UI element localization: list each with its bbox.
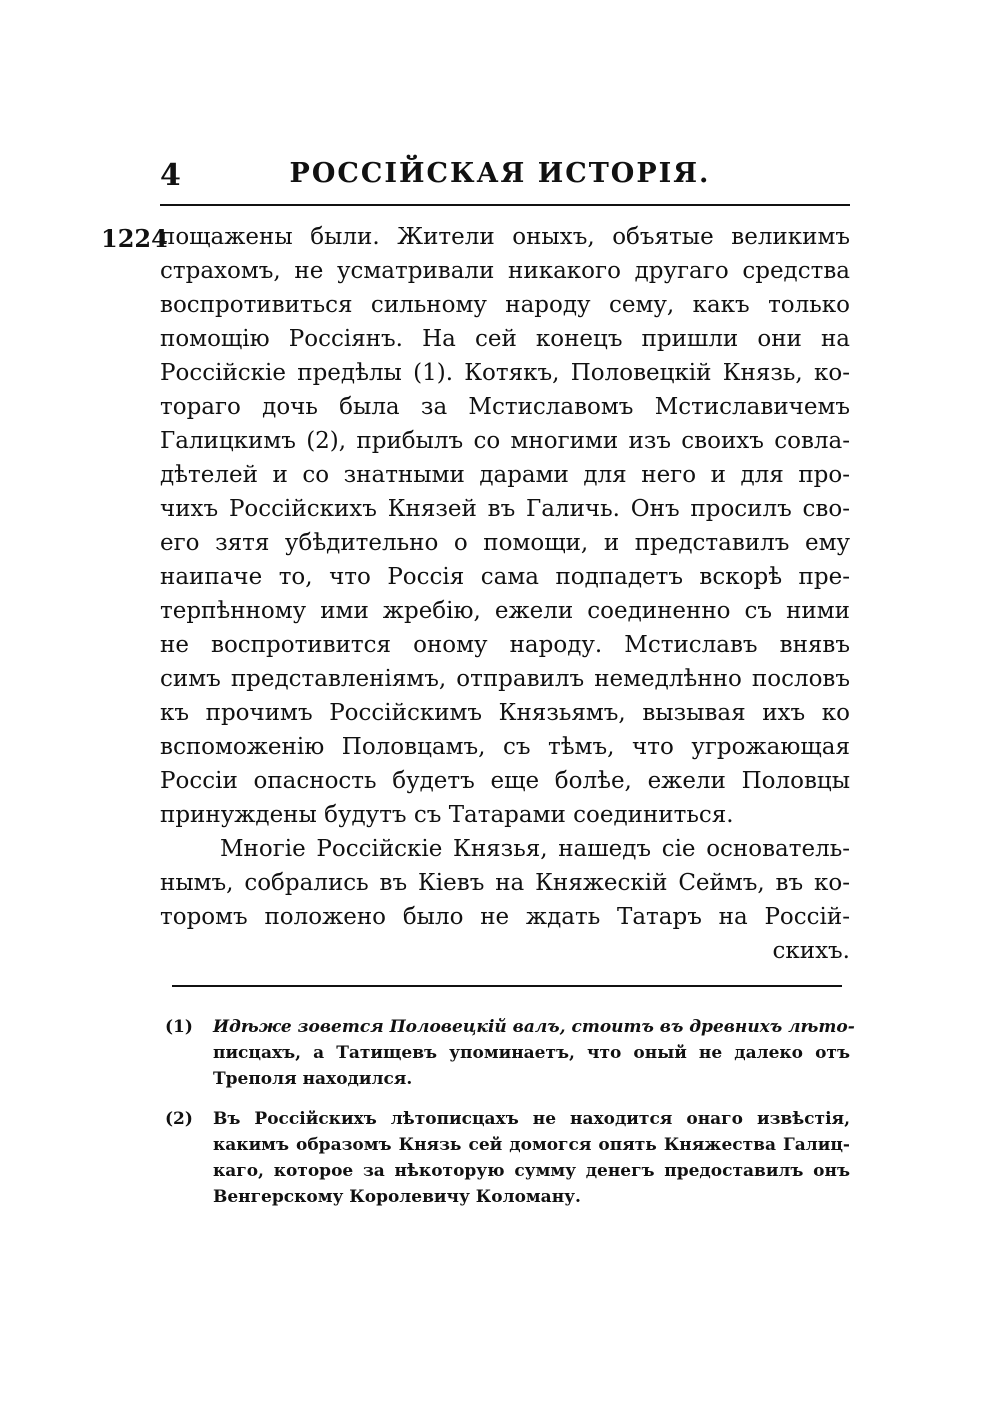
body-line: дѣтелей и со знатными дарами для него и для про- [160, 462, 850, 488]
body-line: тораго дочь была за Мстиславомъ Мстиславичемъ [160, 394, 850, 420]
footnote-mark: (1) [165, 1017, 193, 1037]
body-line: воспротивиться сильному народу сему, какъ только [160, 292, 850, 318]
footnote-line: какимъ образомъ Князь сей домогся опять Княжества Галиц- [213, 1135, 850, 1155]
footnote-line: Идѣже зовется Половецкій валъ, стоитъ въ древнихъ лѣто- [213, 1017, 855, 1037]
body-line: торомъ положено было не ждать Татаръ на Россій- [160, 904, 850, 930]
body-line: принуждены будутъ съ Татарами соединиться. [160, 802, 734, 828]
body-line: вспоможенію Половцамъ, съ тѣмъ, что угрожающая [160, 734, 850, 760]
body-line: пощажены были. Жители оныхъ, объятые великимъ [160, 224, 850, 250]
footnote [165, 1106, 850, 1210]
body-line: чихъ Россійскихъ Князей въ Галичь. Онъ просилъ сво- [160, 496, 850, 522]
body-line: Россійскіе предѣлы (1). Котякъ, Половецкій Князь, ко- [160, 360, 850, 386]
running-title: РОССІЙСКАЯ ИСТОРІЯ. [289, 158, 711, 189]
body-line: симъ представленіямъ, отправилъ немедлѣнно пословъ [160, 666, 850, 692]
body-line: не воспротивится оному народу. Мстиславъ внявъ [160, 632, 850, 658]
footnote-line: Въ Россійскихъ лѣтописцахъ не находится онаго извѣстія, [213, 1109, 850, 1129]
margin-year: 1224 [101, 224, 168, 253]
body-line: нымъ, собрались въ Кіевъ на Княжескій Сеймъ, въ ко- [160, 870, 850, 896]
body-line: Россіи опасность будетъ еще болѣе, ежели Половцы [160, 768, 850, 794]
footnote [165, 1014, 855, 1092]
footnote-line: Венгерскому Королевичу Коломану. [213, 1187, 581, 1207]
body-line: его зятя убѣдительно о помощи, и представилъ ему [160, 530, 850, 556]
footnote-rule [172, 985, 842, 987]
body-line: страхомъ, не усматривали никакого другаго средства [160, 258, 850, 284]
footnote-line: каго, которое за нѣкоторую сумму денегъ предоставилъ онъ [213, 1161, 850, 1181]
body-line: помощію Россіянъ. На сей конецъ пришли они на [160, 326, 850, 352]
body-line: наипаче то, что Россія сама подпадетъ вскорѣ пре- [160, 564, 850, 590]
body-line: къ прочимъ Россійскимъ Князьямъ, вызывая ихъ ко [160, 700, 850, 726]
footnote-mark: (2) [165, 1109, 193, 1129]
header-rule [160, 204, 850, 206]
page-number: 4 [160, 158, 181, 193]
body-line: Галицкимъ (2), прибылъ со многими изъ своихъ совла- [160, 428, 850, 454]
catchword: скихъ. [772, 938, 850, 964]
footnote-line: писцахъ, а Татищевъ упоминаетъ, что оный не далеко отъ [213, 1043, 850, 1063]
body-line: терпѣнному ими жребію, ежели соединенно съ ними [160, 598, 850, 624]
body-line: Многіе Россійскіе Князья, нашедъ сіе основатель- [220, 836, 850, 862]
footnote-line: Трeполя находился. [213, 1069, 413, 1089]
